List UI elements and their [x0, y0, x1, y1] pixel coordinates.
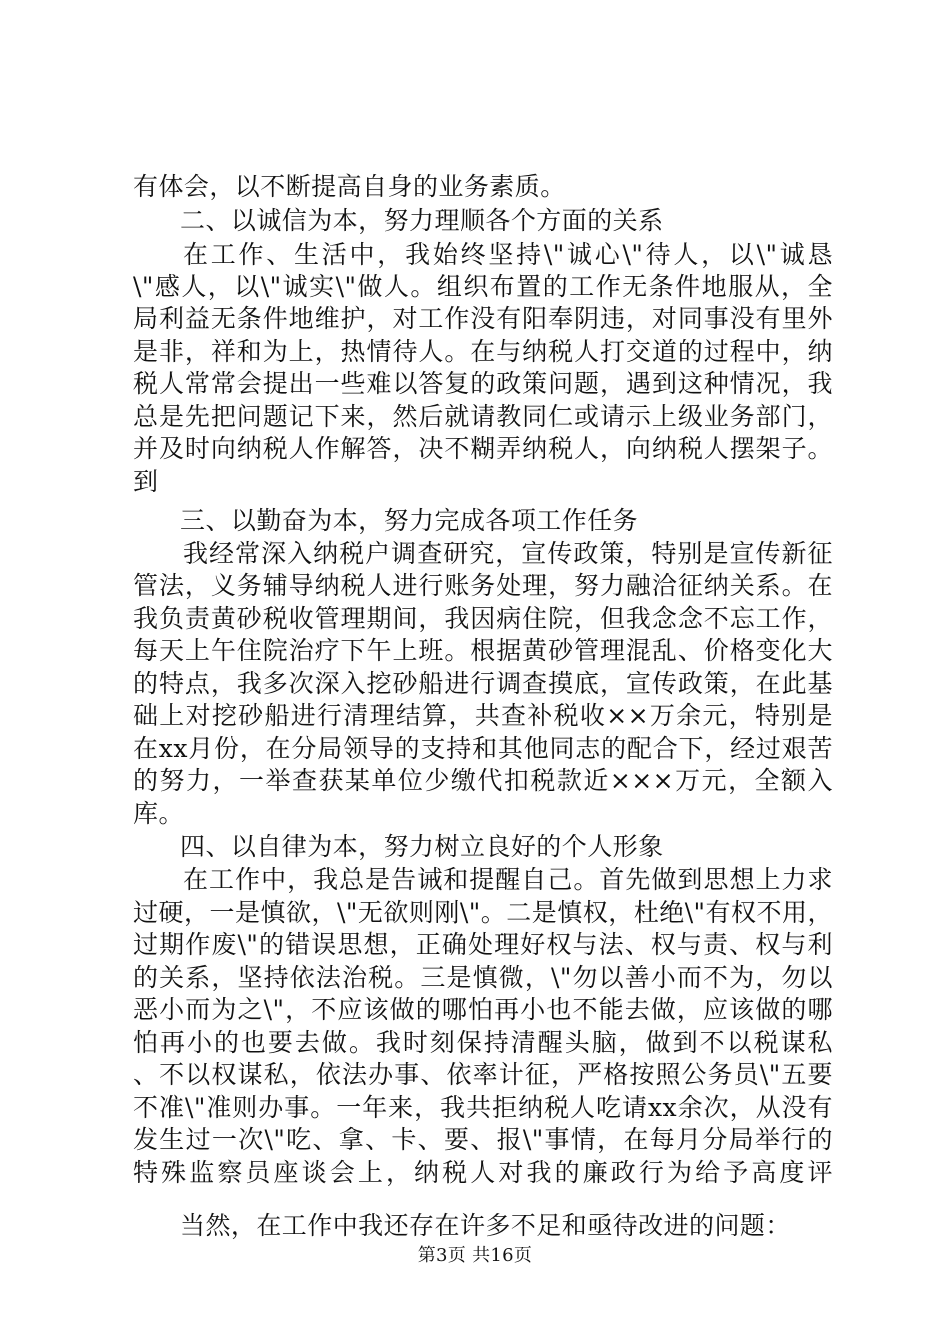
text-line: 局利益无条件地维护，对工作没有阳奉阴违，对同事没有里外: [133, 304, 833, 333]
text-line: 过期作废\"的错误思想，正确处理好权与法、权与责、权与利: [133, 930, 833, 959]
text-line: 在工作、生活中，我始终坚持\"诚心\"待人，以\"诚恳: [183, 240, 833, 269]
text-line: 有体会，以不断提高自身的业务素质。: [133, 172, 566, 201]
text-line: 总是先把问题记下来，然后就请教同仁或请示上级业务部门，: [133, 402, 833, 431]
text-line: 库。: [133, 799, 184, 828]
page-number: 第3页 共16页: [417, 1245, 533, 1266]
text-line: 在xx月份，在分局领导的支持和其他同志的配合下，经过艰苦: [133, 734, 833, 763]
text-line: 的努力，一举查获某单位少缴代扣税款近×××万元，全额入: [133, 766, 833, 795]
text-line: 的特点，我多次深入挖砂船进行调查摸底，宣传政策，在此基: [133, 669, 833, 698]
text-line: 是非，祥和为上，热情待人。在与纳税人打交道的过程中，纳: [133, 337, 833, 366]
text-line: 过硬，一是慎欲，\"无欲则刚\"。二是慎权，杜绝\"有权不用，: [133, 898, 833, 927]
text-line: 到: [133, 467, 159, 496]
text-line: 税人常常会提出一些难以答复的政策问题，遇到这种情况，我: [133, 369, 833, 398]
text-line: 每天上午住院治疗下午上班。根据黄砂管理混乱、价格变化大: [133, 636, 833, 665]
text-line: 并及时向纳税人作解答，决不糊弄纳税人，向纳税人摆架子。: [133, 434, 833, 463]
text-line: 当然，在工作中我还存在许多不足和亟待改进的问题：: [180, 1211, 791, 1240]
section-heading: 二、以诚信为本，努力理顺各个方面的关系: [180, 206, 664, 235]
text-line: 础上对挖砂船进行清理结算，共查补税收××万余元，特别是: [133, 701, 833, 730]
text-line: 怕再小的也要去做。我时刻保持清醒头脑，做到不以税谋私: [133, 1028, 833, 1057]
text-line: 恶小而为之\"，不应该做的哪怕再小也不能去做，应该做的哪: [133, 995, 833, 1024]
text-line: 发生过一次\"吃、拿、卡、要、报\"事情，在每月分局举行的: [133, 1125, 833, 1154]
text-line: \"感人，以\"诚实\"做人。组织布置的工作无条件地服从，全: [133, 272, 833, 301]
section-heading: 四、以自律为本，努力树立良好的个人形象: [180, 832, 664, 861]
text-line: 我负责黄砂税收管理期间，我因病住院，但我念念不忘工作，: [133, 604, 833, 633]
text-line: 特殊监察员座谈会上，纳税人对我的廉政行为给予高度评: [133, 1158, 833, 1187]
text-line: 我经常深入纳税户调查研究，宣传政策，特别是宣传新征: [183, 539, 833, 568]
text-line: 管法，义务辅导纳税人进行账务处理，努力融洽征纳关系。在: [133, 571, 833, 600]
text-line: 不准\"准则办事。一年来，我共拒纳税人吃请xx余次，从没有: [133, 1093, 833, 1122]
text-line: 在工作中，我总是告诫和提醒自己。首先做到思想上力求: [183, 865, 833, 894]
text-line: 的关系，坚持依法治税。三是慎微，\"勿以善小而不为，勿以: [133, 963, 833, 992]
section-heading: 三、以勤奋为本，努力完成各项工作任务: [180, 506, 639, 535]
text-line: 、不以权谋私，依法办事、依率计征，严格按照公务员\"五要: [133, 1060, 833, 1089]
